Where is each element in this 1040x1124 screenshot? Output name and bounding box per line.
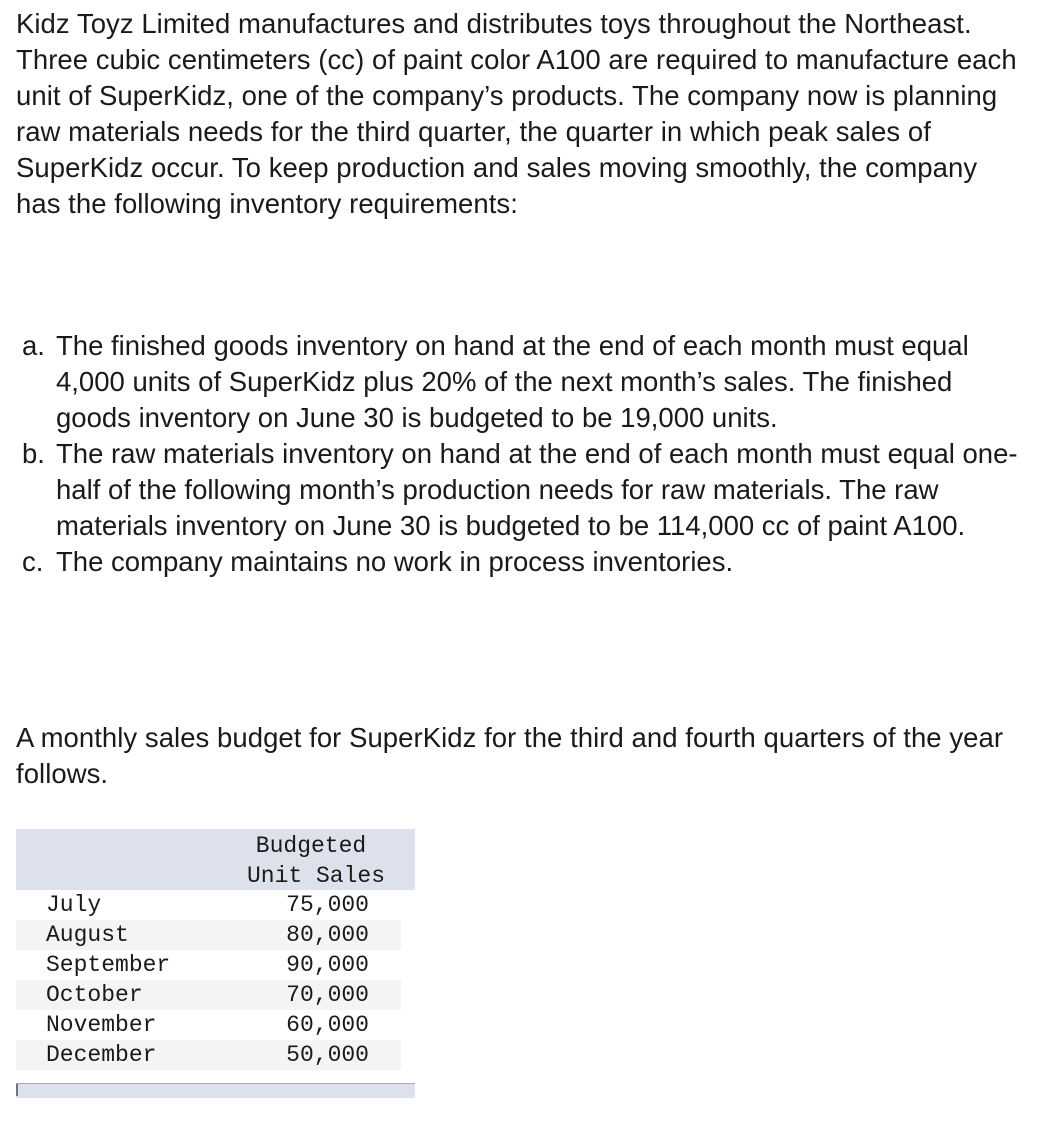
row-month: July [46,892,102,918]
table-row [16,1010,415,1040]
requirement-text: The finished goods inventory on hand at the end of each month must equal 4,000 units of SuperKidz plus 20% of the next month’s sales. The finished goods inventory on June 30 is budgeted to be 19,000 units. [56,330,969,433]
row-value: 60,000 [286,1012,369,1038]
row-value: 75,000 [286,892,369,918]
requirement-marker: b. [22,438,45,469]
row-value: 70,000 [286,982,369,1008]
row-value: 50,000 [286,1042,369,1068]
requirement-marker: c. [22,546,44,577]
row-value: 90,000 [286,952,369,978]
table-header [16,829,415,890]
table-footer-tick [16,1084,18,1096]
table-footer-rule [16,1083,415,1098]
table-row [16,980,415,1010]
requirements-list [22,328,1034,580]
row-month: September [46,952,171,978]
sales-budget-table [16,829,415,1070]
header-budgeted: Budgeted [255,833,367,859]
row-month: October [46,982,143,1008]
table-row [16,920,415,950]
requirement-text: The company maintains no work in process inventories. [56,546,734,577]
row-month: November [46,1012,157,1038]
row-month: August [46,922,129,948]
requirement-item-b [22,436,1034,544]
table-row [16,1040,415,1070]
requirement-marker: a. [22,330,45,361]
row-value: 80,000 [286,922,369,948]
header-unit-sales: Unit Sales [246,863,386,889]
table-row [16,950,415,980]
outro-paragraph: A monthly sales budget for SuperKidz for the third and fourth quarters of the year follows. [16,722,1004,789]
intro-paragraph: Kidz Toyz Limited manufactures and distributes toys throughout the Northeast. Three cubic centimeters (cc) of paint color A100 are required to manufacture each unit of SuperKidz, one of the company’s products. The company now is planning raw materials needs for the third quarter, the quarter in which peak sales of SuperKidz occur. To keep production and sales moving smoothly, the company has the following inventory requirements: [16,8,1017,219]
row-month: December [46,1042,157,1068]
requirement-item-a [22,328,1034,436]
requirement-text: The raw materials inventory on hand at the end of each month must equal one-half of the following month’s production needs for raw materials. The raw materials inventory on June 30 is budgeted to be 114,000 cc of paint A100. [56,438,1018,541]
table-row [16,890,415,920]
requirement-item-c [22,544,1034,580]
